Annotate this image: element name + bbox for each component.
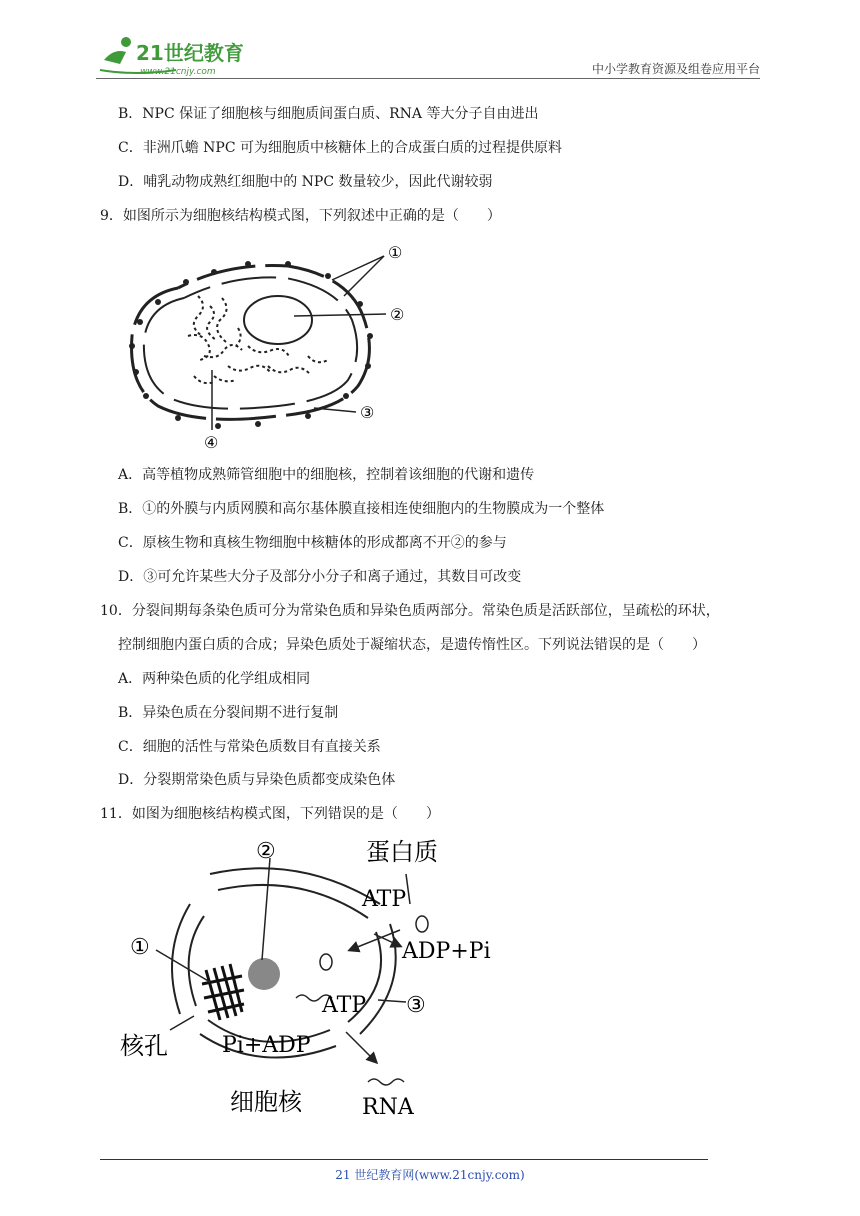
q9-option-c: C．原核生物和真核生物细胞中核糖体的形成都离不开②的参与 [118, 535, 507, 551]
fig1-label-2: ② [390, 305, 405, 324]
q11-stem: 11．如图为细胞核结构模式图，下列错误的是（ ） [100, 806, 440, 822]
fig2-label-2: ② [256, 839, 276, 864]
footer-text: 21 世纪教育网(www.21cnjy.com) [335, 1168, 525, 1182]
q9-option-a: A．高等植物成熟筛管细胞中的细胞核，控制着该细胞的代谢和遗传 [118, 467, 535, 483]
nucleus-diagram-1 [118, 236, 418, 456]
fig1-label-3: ③ [360, 403, 375, 422]
fig2-nucleus: 细胞核 [230, 1088, 302, 1116]
q8-option-c: C．非洲爪蟾 NPC 可为细胞质中核糖体上的合成蛋白质的过程提供原料 [118, 140, 562, 156]
fig2-atp-bottom: ATP [322, 993, 367, 1018]
fig2-label-1: ① [130, 935, 150, 960]
logo-text: 21世纪教育 [136, 41, 244, 65]
q9-stem: 9．如图所示为细胞核结构模式图，下列叙述中正确的是（ ） [100, 208, 501, 224]
logo-url: www.21cnjy.com [140, 67, 216, 77]
site-logo [96, 30, 266, 80]
fig2-label-3: ③ [406, 993, 426, 1018]
q9-option-b: B．①的外膜与内质网膜和高尔基体膜直接相连使细胞内的生物膜成为一个整体 [118, 501, 605, 517]
q8-option-d: D．哺乳动物成熟红细胞中的 NPC 数量较少，因此代谢较弱 [118, 174, 493, 190]
q10-option-b: B．异染色质在分裂间期不进行复制 [118, 705, 339, 721]
nucleus-diagram-2 [110, 834, 530, 1124]
q10-option-a: A．两种染色质的化学组成相同 [118, 671, 311, 687]
q10-option-d: D．分裂期常染色质与异染色质都变成染色体 [118, 772, 396, 788]
fig2-pi-adp: Pi+ADP [222, 1033, 311, 1058]
q10-stem-line1: 10．分裂间期每条染色质可分为常染色质和异染色质两部分。常染色质是活跃部位，呈疏松的环状， [100, 603, 720, 619]
fig1-label-4: ④ [204, 433, 219, 452]
fig2-pore: 核孔 [120, 1032, 168, 1060]
platform-title: 中小学教育资源及组卷应用平台 [591, 62, 760, 76]
page-header [96, 30, 760, 80]
q9-option-d: D．③可允许某些大分子及部分小分子和离子通过，其数目可改变 [118, 569, 522, 585]
fig2-rna: RNA [362, 1095, 414, 1120]
header-divider [96, 78, 760, 79]
fig1-label-1: ① [388, 243, 403, 262]
q10-option-c: C．细胞的活性与常染色质数目有直接关系 [118, 739, 381, 755]
fig2-protein: 蛋白质 [366, 838, 438, 866]
q10-stem-line2: 控制细胞内蛋白质的合成；异染色质处于凝缩状态，是遗传惰性区。下列说法错误的是（ ） [118, 637, 706, 653]
fig2-adp-pi: ADP+Pi [402, 939, 491, 964]
q8-option-b: B．NPC 保证了细胞核与细胞质间蛋白质、RNA 等大分子自由进出 [118, 106, 539, 122]
fig2-atp-top: ATP [362, 887, 407, 912]
footer-divider [100, 1159, 708, 1160]
